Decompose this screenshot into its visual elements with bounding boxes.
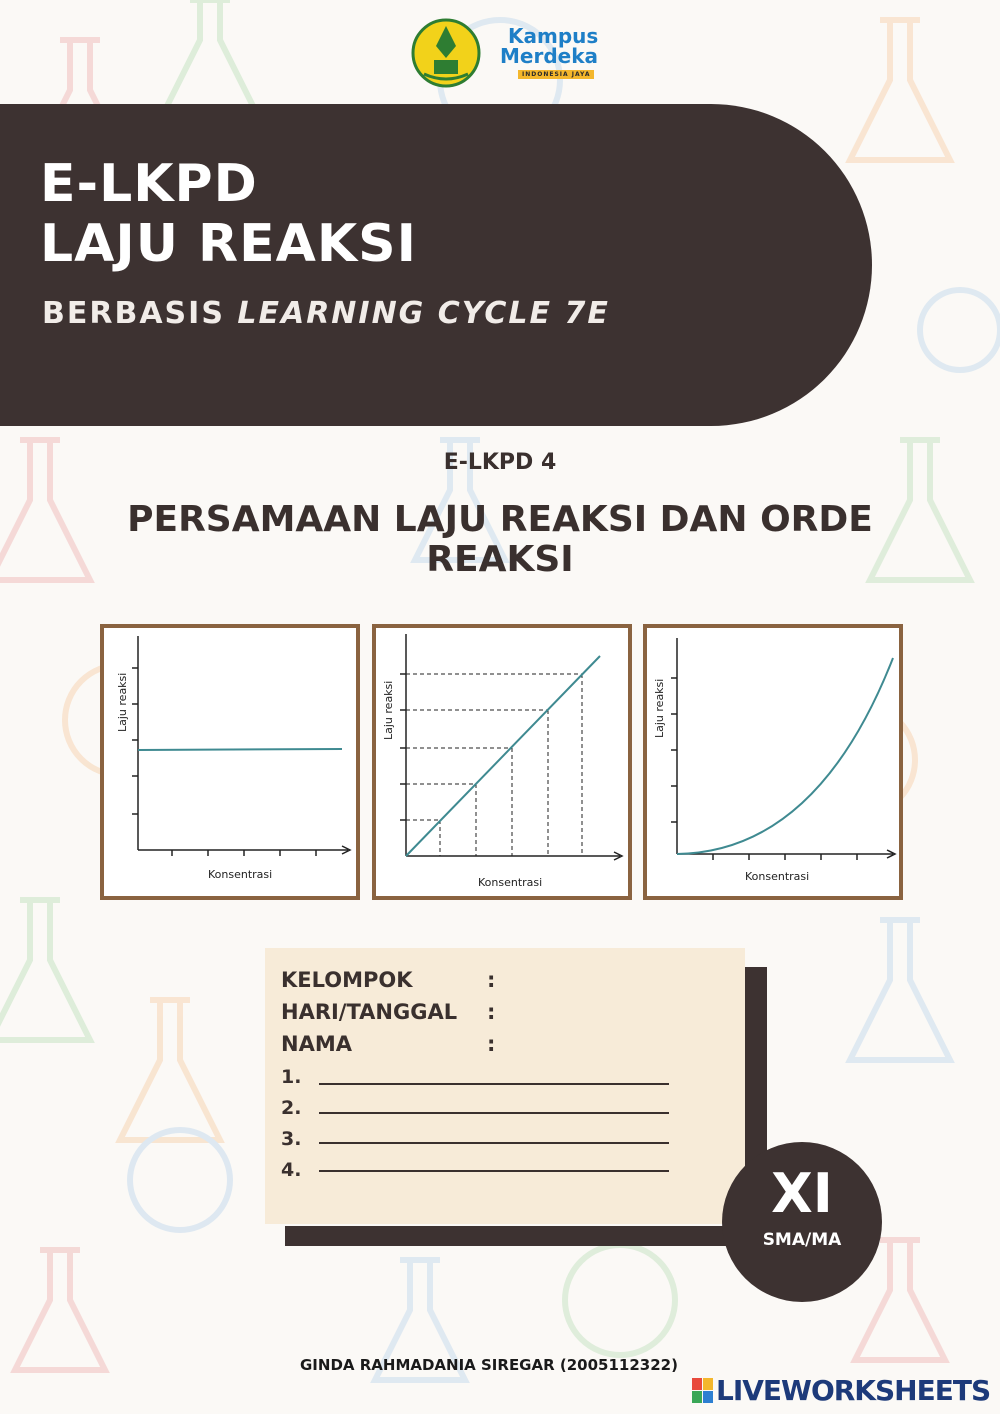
title-line-1: E-LKPD bbox=[40, 154, 258, 214]
university-logo-icon bbox=[410, 18, 482, 88]
kampus-merdeka-logo bbox=[496, 24, 626, 84]
title-line-2: LAJU REAKSI bbox=[40, 214, 417, 274]
member-4-line[interactable] bbox=[319, 1170, 669, 1172]
group-label: KELOMPOK bbox=[281, 968, 413, 992]
graph-second-order-plot bbox=[647, 628, 899, 896]
member-2-number: 2. bbox=[281, 1097, 302, 1119]
liveworksheets-text: LIVEWORKSHEETS bbox=[716, 1374, 991, 1407]
graph-first-order-plot bbox=[376, 628, 628, 896]
graph-2-ylabel: Laju reaksi bbox=[382, 680, 395, 740]
identity-form bbox=[265, 948, 745, 1224]
graph-1-ylabel: Laju reaksi bbox=[116, 672, 129, 732]
grade-badge bbox=[722, 1142, 882, 1302]
graph-second-order bbox=[643, 624, 903, 900]
subtitle-prefix: BERBASIS bbox=[42, 296, 238, 331]
form-frame-horizontal bbox=[285, 1226, 765, 1246]
main-title: PERSAMAAN LAJU REAKSI DAN ORDE REAKSI bbox=[127, 499, 873, 580]
kampus-merdeka-tag: INDONESIA JAYA bbox=[518, 70, 594, 79]
graph-zero-order-curve bbox=[138, 749, 342, 750]
member-4-number: 4. bbox=[281, 1159, 302, 1181]
member-3-line[interactable] bbox=[319, 1142, 669, 1144]
lkpd-number: E-LKPD 4 bbox=[443, 450, 557, 475]
graph-first-order bbox=[372, 624, 632, 900]
graph-zero-order bbox=[100, 624, 360, 900]
group-colon: : bbox=[487, 968, 496, 992]
name-colon: : bbox=[487, 1032, 496, 1056]
subtitle-italic: LEARNING CYCLE 7E bbox=[237, 296, 610, 331]
grade-text: XI bbox=[771, 1162, 833, 1225]
member-1-line[interactable] bbox=[319, 1083, 669, 1085]
graph-1-xlabel: Konsentrasi bbox=[208, 868, 273, 881]
name-label: NAMA bbox=[281, 1032, 352, 1056]
member-3-number: 3. bbox=[281, 1128, 302, 1150]
liveworksheets-icon bbox=[692, 1378, 714, 1404]
member-1-number: 1. bbox=[281, 1066, 302, 1088]
graph-first-order-curve bbox=[406, 656, 600, 856]
graph-3-ylabel: Laju reaksi bbox=[653, 678, 666, 738]
graph-2-xlabel: Konsentrasi bbox=[478, 876, 543, 889]
graph-zero-order-plot bbox=[104, 628, 356, 896]
date-label: HARI/TANGGAL bbox=[281, 1000, 458, 1024]
date-colon: : bbox=[487, 1000, 496, 1024]
kampus-merdeka-line1: Kampus bbox=[508, 24, 599, 48]
title-banner bbox=[0, 104, 872, 426]
kampus-merdeka-line2: Merdeka bbox=[500, 44, 599, 68]
subtitle bbox=[42, 296, 610, 331]
logos-area bbox=[410, 18, 630, 88]
graph-3-xlabel: Konsentrasi bbox=[745, 870, 810, 883]
graph-second-order-curve bbox=[677, 658, 893, 854]
author-credit: GINDA RAHMADANIA SIREGAR (2005112322) bbox=[300, 1356, 678, 1374]
member-2-line[interactable] bbox=[319, 1112, 669, 1114]
school-level-text: SMA/MA bbox=[762, 1230, 842, 1250]
